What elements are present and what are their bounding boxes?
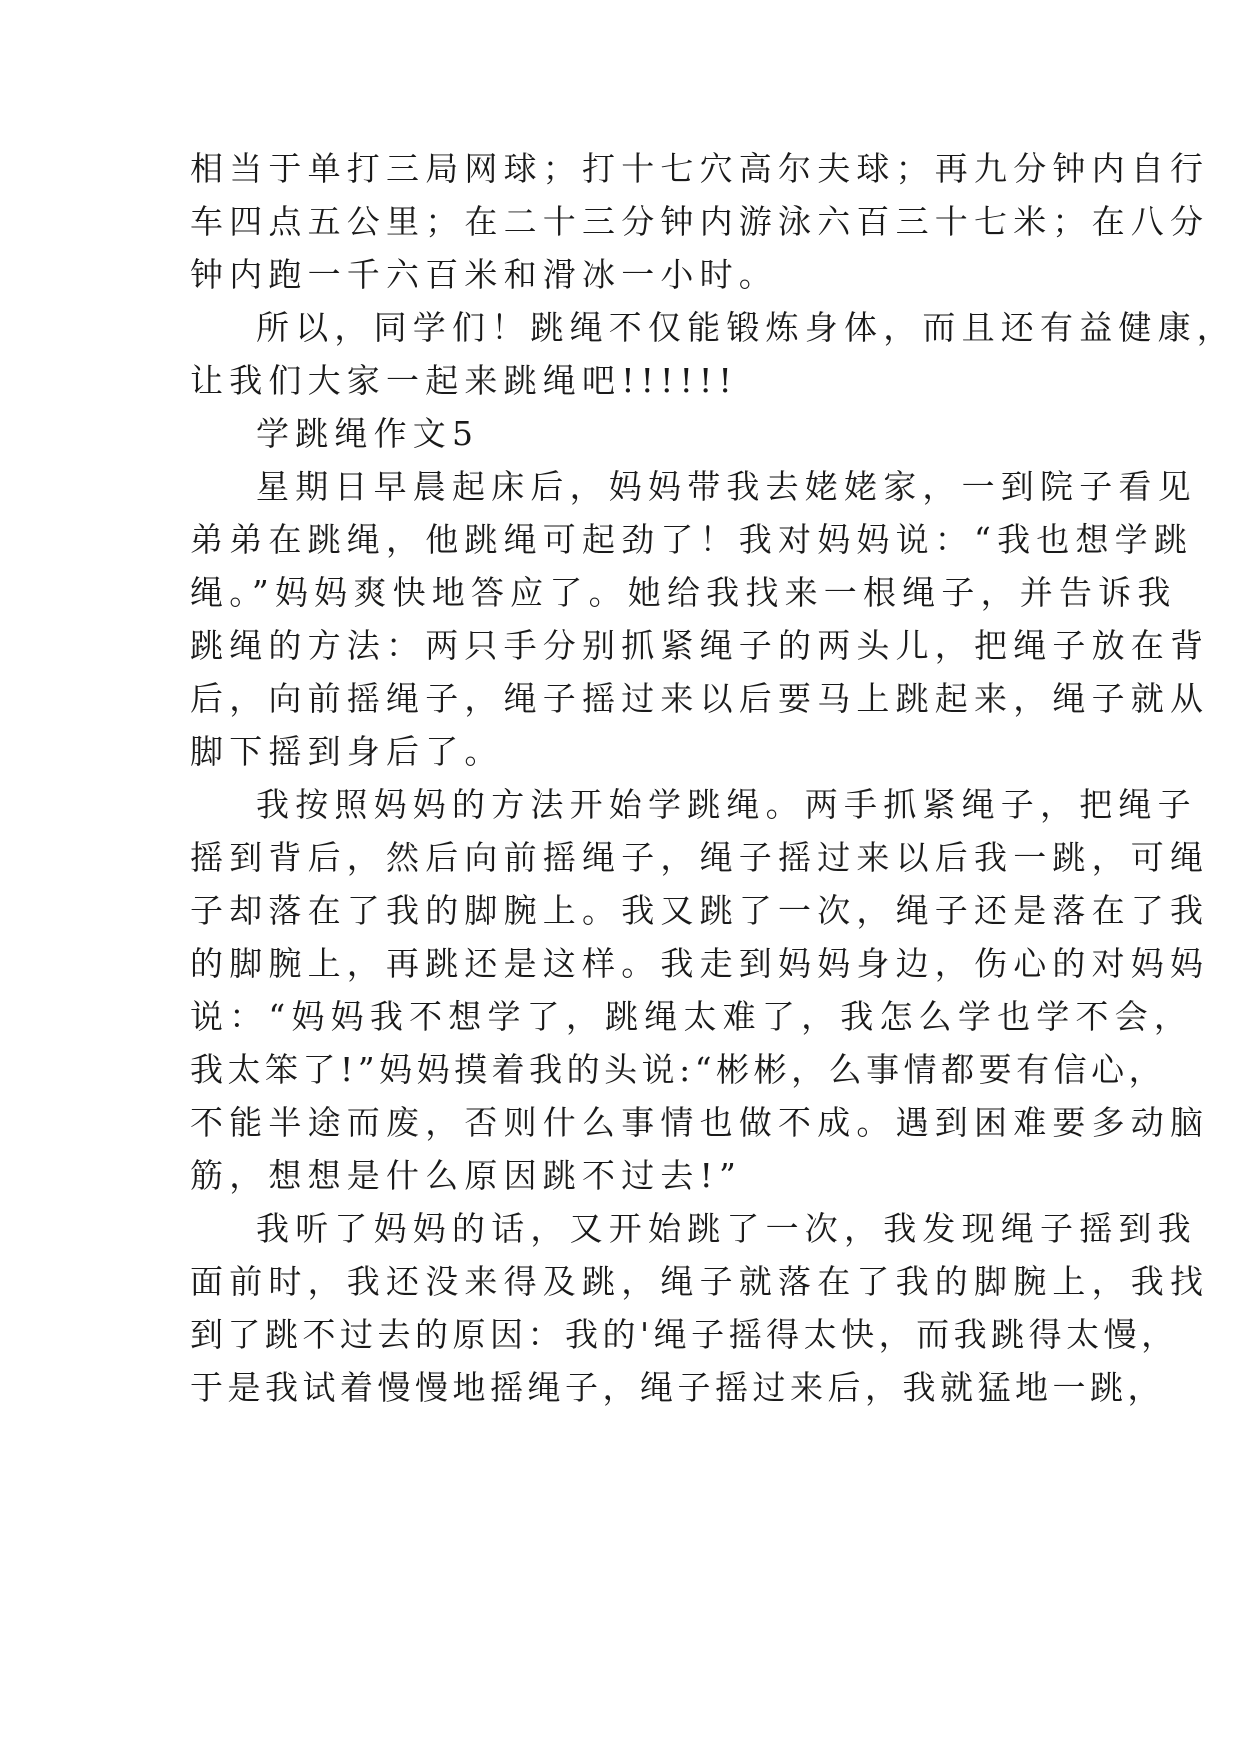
text-line: 我太笨了!”妈妈摸着我的头说:“彬彬，么事情都要有信心，: [190, 1050, 1167, 1089]
text-line: 脚下摇到身后了。: [190, 732, 504, 771]
text-line: 筋，想想是什么原因跳不过去!”: [190, 1156, 743, 1195]
text-line: 弟弟在跳绳，他跳绳可起劲了！我对妈妈说：“我也想学跳: [190, 520, 1194, 559]
text-line: 相当于单打三局网球；打十七穴高尔夫球；再九分钟内自行: [190, 149, 1210, 188]
text-line: 面前时，我还没来得及跳，绳子就落在了我的脚腕上，我找: [190, 1262, 1210, 1301]
text-line: 子却落在了我的脚腕上。我又跳了一次，绳子还是落在了我: [190, 891, 1210, 930]
text-line: 钟内跑一千六百米和滑冰一小时。: [190, 255, 778, 294]
text-line: 绳。”妈妈爽快地答应了。她给我找来一根绳子，并告诉我: [190, 573, 1177, 612]
text-line: 于是我试着慢慢地摇绳子，绳子摇过来后，我就猛地一跳，: [190, 1368, 1165, 1407]
text-line: 我按照妈妈的方法开始学跳绳。两手抓紧绳子，把绳子: [256, 785, 1197, 824]
text-line: 星期日早晨起床后，妈妈带我去姥姥家，一到院子看见: [256, 467, 1197, 506]
text-line: 后，向前摇绳子，绳子摇过来以后要马上跳起来，绳子就从: [190, 679, 1210, 718]
text-line: 让我们大家一起来跳绳吧!!!!!!: [190, 361, 738, 400]
text-line: 所以，同学们！跳绳不仅能锻炼身体，而且还有益健康，: [256, 308, 1236, 347]
text-line: 的脚腕上，再跳还是这样。我走到妈妈身边，伤心的对妈妈: [190, 944, 1210, 983]
text-line: 到了跳不过去的原因：我的'绳子摇得太快，而我跳得太慢，: [190, 1315, 1179, 1354]
text-line: 说：“妈妈我不想学了，跳绳太难了，我怎么学也学不会，: [190, 997, 1194, 1036]
text-line: 车四点五公里；在二十三分钟内游泳六百三十七米；在八分: [190, 202, 1210, 241]
text-line: 摇到背后，然后向前摇绳子，绳子摇过来以后我一跳，可绳: [190, 838, 1210, 877]
text-line: 我听了妈妈的话，又开始跳了一次，我发现绳子摇到我: [256, 1209, 1197, 1248]
text-line: 不能半途而废，否则什么事情也做不成。遇到困难要多动脑: [190, 1103, 1210, 1142]
text-line: 跳绳的方法：两只手分别抓紧绳子的两头儿，把绳子放在背: [190, 626, 1210, 665]
section-heading: 学跳绳作文5: [256, 414, 480, 453]
